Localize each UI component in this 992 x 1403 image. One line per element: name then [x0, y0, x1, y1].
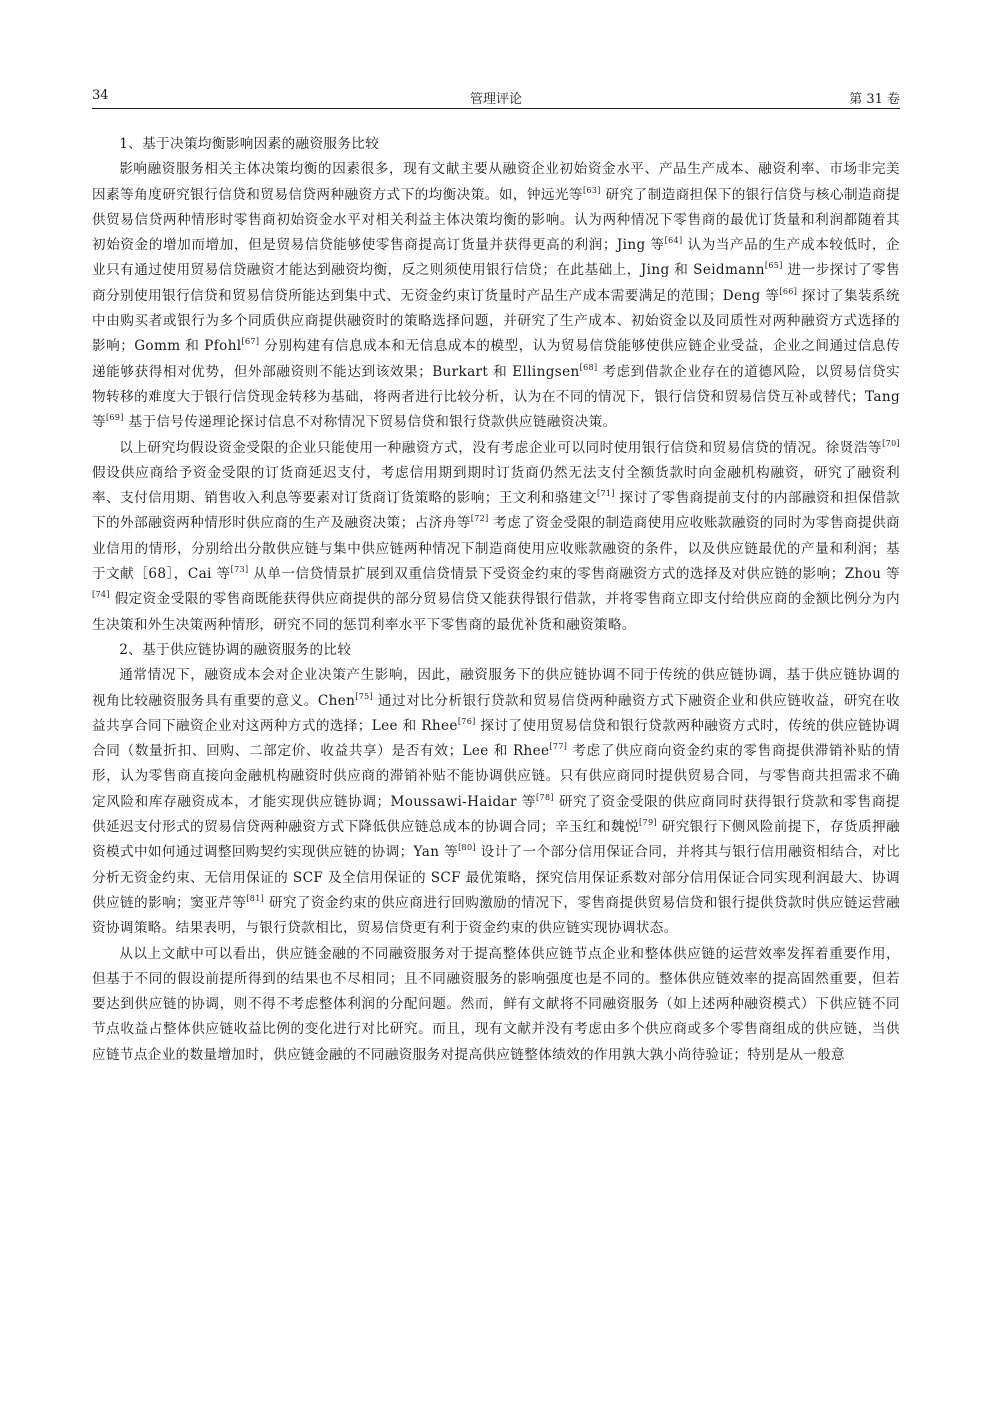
text-run: 通常情况下，融资成本会对企业决策产生影响，因此，融资服务下的供应链协调不同于传统的供应链协调，基于供应链协调的视角比较融资服务具有重要的意义。Chen — [92, 667, 900, 709]
text-run: 探讨了零售商提前支付的内部融资和担保借款下的外部融资两种情形时供应商的生产及融资决策；占济舟等 — [92, 490, 900, 532]
section-heading: 1、基于决策均衡影响因素的融资服务比较 — [119, 136, 380, 152]
text-run: 探讨了使用贸易信贷和银行贷款两种融资方式时，传统的供应链协调合同（数量折扣、回购、二部定价、收益共享）是否有效；Lee 和 Rhee — [92, 717, 900, 760]
citation-marker: [67] — [241, 337, 260, 347]
text-run: 基于信号传递理论探讨信息不对称情况下贸易信贷和银行贷款供应链融资决策。 — [123, 414, 617, 431]
citation-marker: [75] — [355, 691, 374, 701]
text-run: 设计了一个部分信用保证合同，并将其与银行信用融资相结合，对比分析无资金约束、无信用保证的 SCF 及全信用保证的 SCF 最优策略，探究信用保证系数对部分信用保证合同实现利润最大、协调供应链的影响；窦亚芹等 — [92, 844, 901, 911]
volume-label: 第 31 卷 — [849, 92, 900, 107]
text-run: 影响融资服务相关主体决策均衡的因素很多，现有文献主要从融资企业初始资金水平、产品生产成本、融资利率、市场非完美因素等角度研究银行信贷和贸易信贷两种融资方式下的均衡决策。如，钟远光等 — [92, 161, 900, 203]
text-run: 进一步探讨了零售商分别使用银行信贷和贸易信贷所能达到集中式、无资金约束订货量时产品生产成本需要满足的范围；Deng 等 — [92, 262, 900, 304]
text-run: 考虑了供应商向资金约束的零售商提供滞销补贴的情形，认为零售商直接向金融机构融资时供应商的滞销补贴不能协调供应链。只有供应商同时提供贸易合同，与零售商共担需求不确定风险和库存融资成本，才能实现供应链协调；Moussawi-Haidar 等 — [92, 743, 900, 810]
text-run: 认为当产品的生产成本较低时，企业只有通过使用贸易信贷融资才能达到融资均衡，反之则须使用银行信贷；在此基础上，Jing 和 Seidmann — [92, 237, 901, 279]
citation-marker: [68] — [579, 362, 598, 372]
citation-marker: [77] — [549, 742, 568, 752]
text-run: 分别构建有信息成本和无信息成本的模型，认为贸易信贷能够使供应链企业受益，企业之间通过信息传递能够获得相对优势，但外部融资则不能达到该效果；Burkart 和 Ellingsen — [92, 338, 901, 380]
text-run: 研究银行下侧风险前提下，存货质押融资模式中如何通过调整回购契约实现供应链的协调；Yan 等 — [92, 819, 900, 861]
text-run: 通过对比分析银行贷款和贸易信贷两种融资方式下融资企业和供应链收益，研究在收益共享合同下融资企业对这两种方式的选择；Lee 和 Rhee — [92, 692, 900, 734]
running-header — [92, 86, 900, 109]
text-run: 假设供应商给予资金受限的订货商延迟支付，考虑信用期到期时订货商仍然无法支付全额货款时向金融机构融资，研究了融资利率、支付信用期、销售收入利息等要素对订货商订货策略的影响；王文利和骆建文 — [92, 464, 900, 507]
text-run: 考虑到借款企业存在的道德风险，以贸易信贷实物转移的难度大于银行信贷现金转移为基础，将两者进行比较分析，认为在不同的情况下，银行信贷和贸易信贷互补或替代；Tang 等 — [92, 363, 900, 431]
citation-marker: [79] — [639, 818, 657, 828]
paragraph: 从以上文献中可以看出，供应链金融的不同融资服务对于提高整体供应链节点企业和整体供应链的运营效率发挥着重要作用，但基于不同的假设前提所得到的结果也不尽相同；且不同融资服务的影响强度也是不同的。整体供应链效率的提高固然重要，但若要达到供应链的协调，则不得不考虑整体利润的分配问题。然而，鲜有文献将不同融资服务（如上述两种融资模式）下供应链不同节点收益占整体供应链收益比例的变化进行对比研究。而且，现有文献并没有考虑由多个供应商或多个零售商组成的供应链，当供应链节点企业的数量增加时，供应链金融的不同融资服务对提高供应链整体绩效的作用孰大孰小尚待验证；特别是从一般意 — [92, 945, 900, 1063]
text-run: 研究了资金约束的供应商进行回购激励的情况下，零售商提供贸易信贷和银行提供贷款时供应链运营融资协调策略。结果表明，与银行贷款相比，贸易信贷更有利于资金约束的供应链实现协调状态。 — [92, 894, 900, 937]
text-run: 探讨了集装系统中由购买者或银行为多个同质供应商提供融资时的策略选择问题，并研究了生产成本、初始资金以及同质性对两种融资方式选择的影响；Gomm 和 Pfohl — [92, 287, 900, 355]
journal-title: 管理评论 — [469, 92, 522, 107]
citation-marker: [78] — [536, 792, 554, 802]
text-run: 假定资金受限的零售商既能获得供应商提供的部分贸易信贷又能获得银行借款，并将零售商立即支付给供应商的金额比例分为内生决策和外生决策两种情形，研究不同的惩罚利率水平下零售商的最优补货和融资策略。 — [92, 591, 900, 633]
text-run: 研究了资金受限的供应商同时获得银行贷款和零售商提供延迟支付形式的贸易信贷两种融资方式下降低供应链总成本的协调合同；辛玉红和魏悦 — [92, 793, 900, 836]
citation-marker: [76] — [457, 716, 476, 726]
citation-marker: [64] — [664, 236, 683, 246]
text-run: 研究了制造商担保下的银行信贷与核心制造商提供贸易信贷两种情形时零售商初始资金水平对相关利益主体决策均衡的影响。认为两种情况下零售商的最优订货量和利润都随着其初始资金的增加而增加，但是贸易信贷能够使零售商提高订货量并获得更高的利润；Jing 等 — [92, 186, 900, 254]
citation-marker: [70] — [882, 438, 900, 448]
citation-marker: [74] — [92, 590, 110, 600]
article-body — [92, 132, 900, 1068]
citation-marker: [65] — [764, 261, 783, 271]
page-number: 34 — [92, 88, 109, 103]
text-run: 以上研究均假设资金受限的企业只能使用一种融资方式，没有考虑企业可以同时使用银行信贷和贸易信贷的情况。徐贤浩等 — [119, 439, 883, 456]
section-heading: 2、基于供应链协调的融资服务的比较 — [119, 641, 352, 658]
paragraph — [92, 663, 900, 941]
citation-marker: [73] — [230, 565, 249, 575]
paragraph — [92, 436, 900, 638]
citation-marker: [71] — [596, 489, 615, 499]
citation-marker: [66] — [779, 286, 798, 296]
text-run: 从单一信贷情景扩展到双重信贷情景下受资金约束的零售商融资方式的选择及对供应链的影响；Zhou 等 — [248, 566, 900, 583]
citation-marker: [63] — [582, 185, 601, 195]
citation-marker: [80] — [458, 843, 476, 853]
citation-marker: [69] — [105, 413, 124, 423]
citation-marker: [72] — [470, 514, 489, 524]
text-run: 考虑了资金受限的制造商使用应收账款融资的同时为零售商提供商业信用的情形，分别给出分散供应链与集中供应链两种情况下制造商使用应收账款融资的条件，以及供应链最优的产量和利润；基于文献［68］，Cai 等 — [92, 515, 900, 583]
citation-marker: [81] — [246, 893, 265, 903]
paragraph — [92, 157, 900, 435]
